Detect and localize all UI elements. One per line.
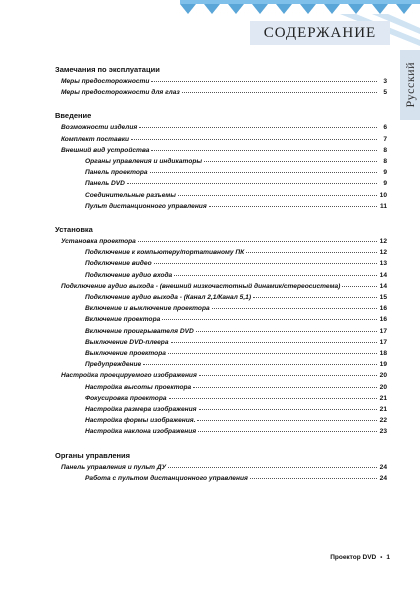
page-number: 1 (386, 554, 390, 561)
toc-section-title: Установка (55, 225, 93, 235)
header-triangle (228, 4, 244, 14)
toc-entry[interactable] (55, 201, 387, 212)
toc-dot-leader (342, 280, 377, 287)
toc-dot-leader (131, 133, 377, 140)
header-triangle (348, 4, 364, 14)
toc-entry-label: Панель управления и пульт ДУ (61, 463, 167, 471)
toc-page-number: 8 (383, 146, 387, 154)
toc-dot-leader (199, 369, 377, 376)
toc-dot-leader (168, 347, 377, 354)
toc-dot-leader (246, 246, 377, 253)
toc-entry-label: Подключение аудио выхода - (внешний низкочастотный динамик/стереосистема) (61, 282, 341, 290)
toc-page-number: 18 (379, 350, 387, 358)
toc-entry-label: Настройка наклона изображения (85, 428, 197, 436)
toc-page-number: 16 (379, 316, 387, 324)
toc-entry-label: Панель проектора (85, 169, 148, 177)
toc-entry-label: Возможности изделия (61, 124, 138, 132)
header-triangle (180, 4, 196, 14)
toc-dot-leader (198, 425, 377, 432)
toc-page-number: 21 (379, 406, 387, 414)
toc-entry-label: Подключение к компьютеру/портативному ПК (85, 249, 245, 257)
page-title: СОДЕРЖАНИЕ (263, 24, 377, 41)
toc-entry-label: Настройка размера изображения (85, 406, 197, 414)
toc-dot-leader (150, 166, 377, 173)
toc-entry[interactable] (55, 426, 387, 437)
toc-entry-label: Включение проигрывателя DVD (85, 327, 194, 335)
toc-dot-leader (253, 291, 377, 298)
toc-entry-label: Включение проектора (85, 316, 161, 324)
toc-dot-leader (168, 461, 377, 468)
toc-dot-leader (169, 392, 377, 399)
toc-section (55, 450, 387, 484)
toc-entry-label: Пульт дистанционного управления (85, 202, 207, 210)
toc-page-number: 9 (383, 180, 387, 188)
toc-dot-leader (171, 336, 378, 343)
toc-dot-leader (193, 381, 377, 388)
toc-entry-label: Меры предосторожности для глаз (61, 89, 180, 97)
toc-page-number: 20 (379, 372, 387, 380)
toc-entry-label: Подключение видео (85, 260, 152, 268)
toc-page-number: 15 (379, 294, 387, 302)
header-triangle (252, 4, 268, 14)
header-triangle (276, 4, 292, 14)
header-triangle (372, 4, 388, 14)
toc-dot-leader (204, 155, 377, 162)
toc-dot-leader (162, 313, 377, 320)
toc-entry-label: Соединительные разъемы (85, 191, 176, 199)
toc-page-number: 7 (383, 135, 387, 143)
toc-entry-label: Меры предосторожности (61, 78, 150, 85)
toc-entry-label: Внешний вид устройства (61, 146, 150, 154)
toc-section (55, 110, 387, 212)
toc-dot-leader (197, 414, 377, 421)
toc-entry-label: Работа с пультом дистанционного управления (85, 474, 248, 482)
toc-section (55, 224, 387, 438)
toc-page-number: 17 (379, 338, 387, 346)
language-tab (400, 50, 420, 120)
toc-entry-label: Подключение аудио выхода - (Канал 2,1/Канал 5,1) (85, 294, 252, 302)
toc-dot-leader (151, 75, 377, 82)
toc-dot-leader (196, 325, 377, 332)
toc-dot-leader (143, 358, 377, 365)
toc-entry-label: Настройка формы изображения. (85, 417, 196, 425)
toc-page-number: 14 (379, 282, 387, 290)
header-triangle (300, 4, 316, 14)
toc-section-title: Введение (55, 111, 92, 121)
toc-page-number: 10 (379, 191, 387, 199)
header-stripe (180, 0, 420, 4)
toc-dot-leader (139, 121, 377, 128)
page-footer (330, 554, 390, 561)
toc-page-number: 11 (380, 202, 387, 210)
toc-page-number: 5 (383, 89, 387, 97)
toc-dot-leader (199, 403, 377, 410)
toc-page-number: 6 (383, 124, 387, 132)
toc-page-number: 16 (379, 305, 387, 313)
toc-dot-leader (250, 472, 377, 479)
title-box (250, 21, 390, 45)
toc-page-number: 23 (379, 428, 387, 436)
toc-entry-label: Настройка высоты проектора (85, 383, 192, 391)
header-triangle (324, 4, 340, 14)
toc-page-number: 14 (379, 271, 387, 279)
toc-entry-label: Установка проектора (61, 238, 136, 246)
toc-dot-leader (178, 189, 377, 196)
header-triangle (396, 4, 412, 14)
toc-dot-leader (182, 86, 377, 93)
toc-dot-leader (212, 302, 377, 309)
toc-entry[interactable] (55, 473, 387, 484)
toc-dot-leader (174, 269, 377, 276)
toc-page-number: 22 (379, 417, 387, 425)
toc-entry[interactable] (55, 87, 387, 98)
toc-dot-leader (209, 200, 377, 207)
toc-dot-leader (127, 177, 377, 184)
toc-page-number: 9 (383, 169, 387, 177)
toc-entry-label: Фокусировка проектора (85, 394, 167, 402)
toc-entry[interactable] (55, 270, 387, 281)
toc-page-number: 8 (383, 158, 387, 166)
toc-entry-label: Настройка проецируемого изображения (61, 372, 197, 380)
header-triangle (204, 4, 220, 14)
toc-entry-label: Комплект поставки (61, 135, 130, 143)
toc-page-number: 13 (379, 260, 387, 268)
toc-dot-leader (154, 257, 377, 264)
toc-section-title: Замечания по эксплуатации (55, 65, 160, 74)
toc-page-number: 21 (379, 394, 387, 402)
toc-page-number: 20 (379, 383, 387, 391)
toc-dot-leader (138, 235, 377, 242)
language-label: Русский (402, 62, 417, 108)
toc-page-number: 19 (379, 361, 387, 369)
toc-entry-label: Органы управления и индикаторы (85, 158, 203, 166)
toc-dot-leader (151, 144, 377, 151)
toc-page-number: 24 (379, 474, 387, 482)
toc-entry-label: Выключение проектора (85, 350, 166, 358)
toc-page-number: 24 (379, 463, 387, 471)
toc-page-number: 3 (383, 78, 387, 85)
toc-entry-label: Выключение DVD-плеера (85, 338, 169, 346)
table-of-contents (55, 64, 387, 496)
toc-entry-label: Панель DVD (85, 180, 125, 188)
toc-page-number: 12 (379, 238, 387, 246)
toc-page-number: 12 (379, 249, 387, 257)
toc-section (55, 64, 387, 98)
toc-section-title: Органы управления (55, 450, 131, 460)
footer-separator: • (380, 554, 383, 561)
toc-page-number: 17 (379, 327, 387, 335)
toc-entry-label: Предупреждение (85, 361, 142, 369)
footer-product: Проектор DVD (330, 554, 377, 561)
toc-entry-label: Подключение аудио входа (85, 271, 173, 279)
toc-entry-label: Включение и выключение проектора (85, 305, 210, 313)
